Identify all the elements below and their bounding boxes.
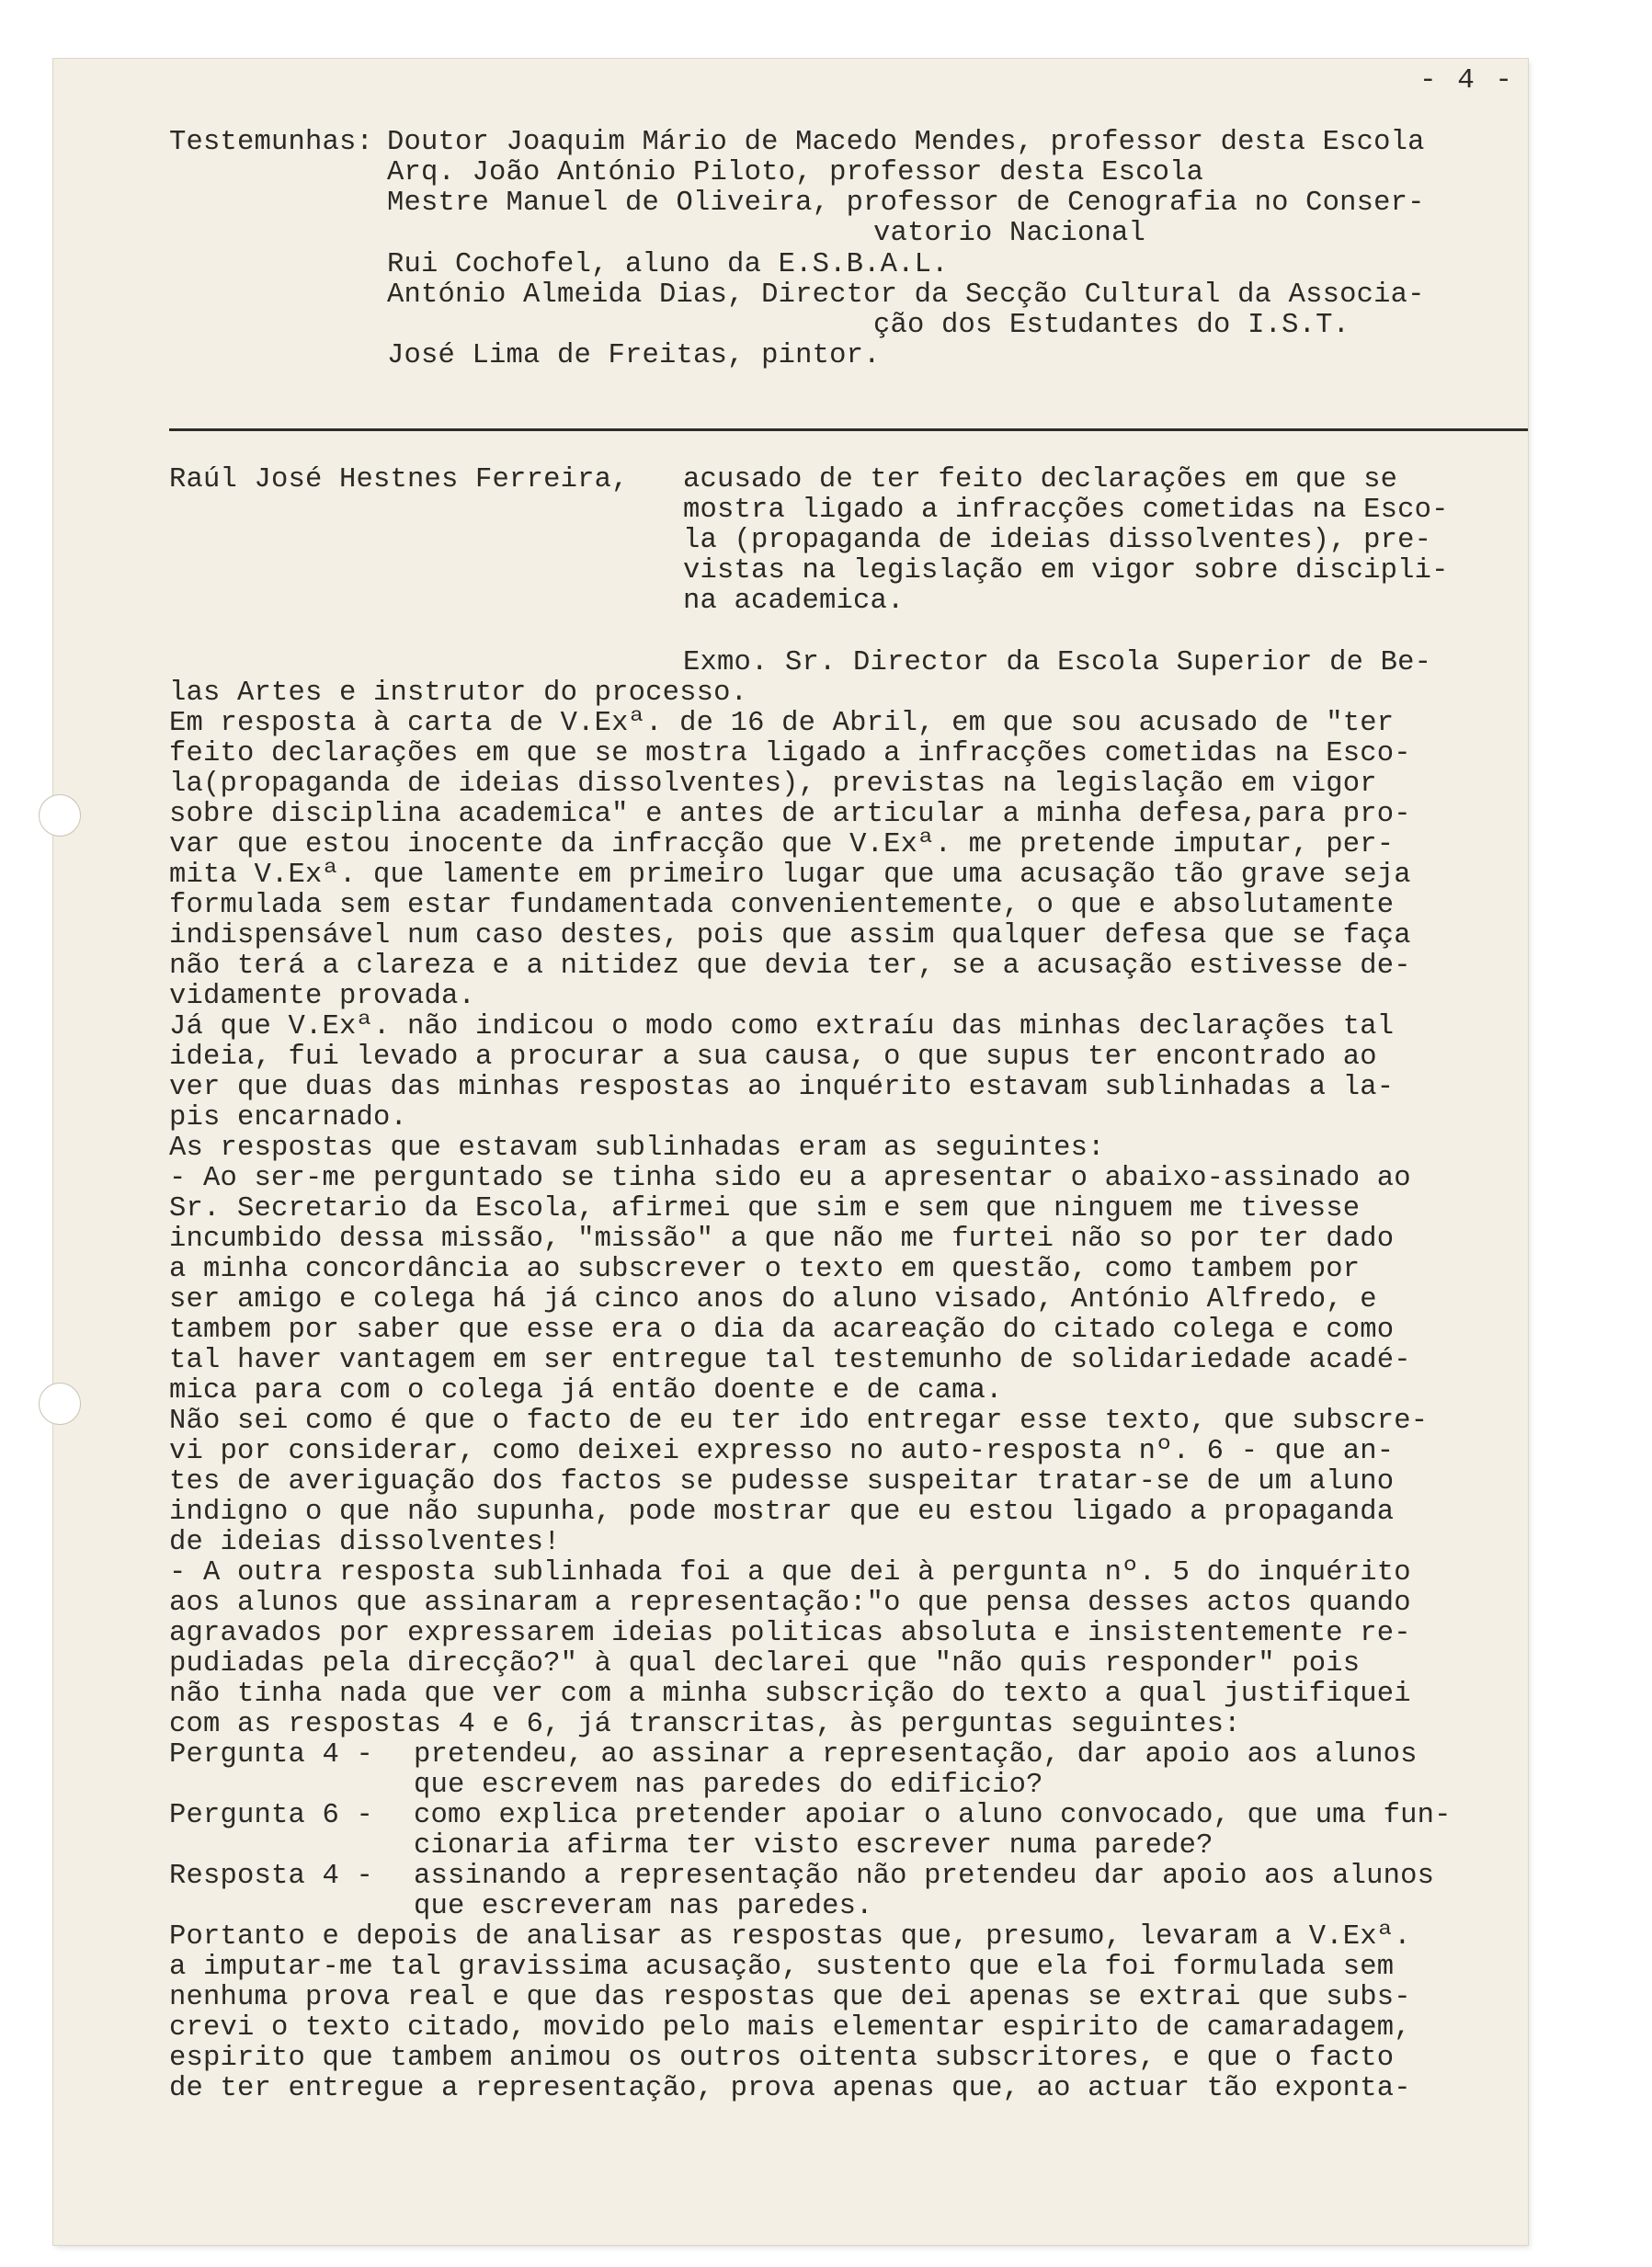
witness-line: José Lima de Freitas, pintor.	[387, 340, 881, 371]
body-line: vi por considerar, como deixei expresso no auto-resposta nº. 6 - que an-	[169, 1436, 1395, 1467]
body-line: mita V.Exª. que lamente em primeiro lugar que uma acusação tão grave seja	[169, 860, 1411, 891]
closing-line: crevi o texto citado, movido pelo mais elementar espirito de camaradagem,	[169, 2012, 1411, 2044]
horizontal-divider	[169, 428, 1528, 431]
body-line: aos alunos que assinaram a representação:"o que pensa desses actos quando	[169, 1588, 1411, 1619]
closing-line: nenhuma prova real e que das respostas que dei apenas se extrai que subs-	[169, 1982, 1411, 2013]
qa-line: cionaria afirma ter visto escrever numa parede?	[414, 1830, 1213, 1862]
witness-line: Doutor Joaquim Mário de Macedo Mendes, professor desta Escola	[387, 127, 1425, 158]
body-line: agravados por expressarem ideias politicas absoluta e insistentemente re-	[169, 1618, 1411, 1649]
accusation-line: acusado de ter feito declarações em que se	[683, 464, 1398, 496]
witness-line: António Almeida Dias, Director da Secção Cultural da Associa-	[387, 279, 1425, 311]
accusation-line: na academica.	[683, 586, 905, 617]
punch-hole-bottom	[39, 1383, 81, 1425]
body-line: Sr. Secretario da Escola, afirmei que sim e sem que ninguem me tivesse	[169, 1193, 1361, 1225]
body-line: indigno o que não supunha, pode mostrar que eu estou ligado a propaganda	[169, 1497, 1395, 1528]
accusation-line: mostra ligado a infracções cometidas na Esco-	[683, 495, 1449, 526]
body-line: - A outra resposta sublinhada foi a que dei à pergunta nº. 5 do inquérito	[169, 1557, 1411, 1589]
body-line: la(propaganda de ideias dissolventes), previstas na legislação em vigor	[169, 769, 1377, 800]
witness-line: Arq. João António Piloto, professor desta Escola	[387, 157, 1204, 188]
accusation-line: la (propaganda de ideias dissolventes), pre-	[683, 525, 1432, 556]
body-line: ser amigo e colega há já cinco anos do aluno visado, António Alfredo, e	[169, 1284, 1377, 1316]
page-number: - 4 -	[1419, 64, 1515, 97]
body-line: não tinha nada que ver com a minha subscrição do texto a qual justifiquei	[169, 1679, 1411, 1710]
body-line: pis encarnado.	[169, 1102, 408, 1134]
body-line: indispensável num caso destes, pois que assim qualquer defesa que se faça	[169, 920, 1411, 951]
body-line: a minha concordância ao subscrever o texto em questão, como tambem por	[169, 1254, 1361, 1285]
body-line: não terá a clareza e a nitidez que devia ter, se a acusação estivesse de-	[169, 951, 1411, 982]
body-line: - Ao ser-me perguntado se tinha sido eu a apresentar o abaixo-assinado ao	[169, 1163, 1411, 1194]
body-line: ver que duas das minhas respostas ao inquérito estavam sublinhadas a la-	[169, 1072, 1395, 1103]
body-line: tes de averiguação dos factos se pudesse suspeitar tratar-se de um aluno	[169, 1466, 1395, 1498]
body-line: Não sei como é que o facto de eu ter ido entregar esse texto, que subscre-	[169, 1406, 1429, 1437]
closing-line: de ter entregue a representação, prova apenas que, ao actuar tão exponta-	[169, 2073, 1411, 2104]
body-line: formulada sem estar fundamentada convenientemente, o que e absolutamente	[169, 890, 1395, 921]
body-line: pudiadas pela direcção?" à qual declarei que "não quis responder" pois	[169, 1648, 1361, 1680]
accusation-line: vistas na legislação em vigor sobre discipli-	[683, 555, 1449, 587]
qa-label: Pergunta 6 -	[169, 1800, 391, 1831]
body-line: com as respostas 4 e 6, já transcritas, às perguntas seguintes:	[169, 1709, 1241, 1740]
body-line: Já que V.Exª. não indicou o modo como extraíu das minhas declarações tal	[169, 1011, 1395, 1042]
body-line: de ideias dissolventes!	[169, 1527, 561, 1558]
closing-line: Portanto e depois de analisar as respostas que, presumo, levaram a V.Exª.	[169, 1921, 1411, 1953]
qa-line: pretendeu, ao assinar a representação, dar apoio aos alunos	[414, 1739, 1418, 1771]
body-line: incumbido dessa missão, "missão" a que não me furtei não so por ter dado	[169, 1224, 1395, 1255]
witness-line: Rui Cochofel, aluno da E.S.B.A.L.	[387, 249, 949, 280]
closing-line: espirito que tambem animou os outros oitenta subscritores, e que o facto	[169, 2043, 1395, 2074]
body-line: var que estou inocente da infracção que V.Exª. me pretende imputar, per-	[169, 829, 1395, 860]
qa-line: que escrevem nas paredes do edificio?	[414, 1770, 1043, 1801]
document-page	[53, 59, 1528, 2245]
body-line: tal haver vantagem em ser entregue tal testemunho de solidariedade acadé-	[169, 1345, 1411, 1376]
witness-line: vatorio Nacional	[873, 218, 1146, 249]
body-line: feito declarações em que se mostra ligado a infracções cometidas na Esco-	[169, 738, 1411, 769]
accused-name: Raúl José Hestnes Ferreira,	[169, 464, 629, 496]
body-line: Em resposta à carta de V.Exª. de 16 de Abril, em que sou acusado de "ter	[169, 708, 1395, 739]
body-line: ideia, fui levado a procurar a sua causa, o que supus ter encontrado ao	[169, 1042, 1377, 1073]
witness-line: ção dos Estudantes do I.S.T.	[873, 310, 1350, 341]
qa-line: que escreveram nas paredes.	[414, 1891, 873, 1922]
qa-line: como explica pretender apoiar o aluno convocado, que uma fun-	[414, 1800, 1452, 1831]
body-line: As respostas que estavam sublinhadas eram as seguintes:	[169, 1133, 1105, 1164]
qa-line: assinando a representação não pretendeu dar apoio aos alunos	[414, 1861, 1435, 1892]
qa-label: Resposta 4 -	[169, 1861, 391, 1892]
body-line: sobre disciplina academica" e antes de articular a minha defesa,para pro-	[169, 799, 1411, 830]
qa-label: Pergunta 4 -	[169, 1739, 391, 1771]
witness-line: Mestre Manuel de Oliveira, professor de Cenografia no Conser-	[387, 188, 1425, 219]
body-line: las Artes e instrutor do processo.	[169, 678, 748, 709]
punch-hole-top	[39, 794, 81, 837]
body-line: tambem por saber que esse era o dia da acareação do citado colega e como	[169, 1315, 1395, 1346]
body-line: Exmo. Sr. Director da Escola Superior de Be-	[683, 647, 1432, 678]
body-line: mica para com o colega já então doente e de cama.	[169, 1375, 1003, 1407]
body-line: vidamente provada.	[169, 981, 476, 1012]
witnesses-label: Testemunhas:	[169, 127, 374, 158]
closing-line: a imputar-me tal gravissima acusação, sustento que ela foi formulada sem	[169, 1952, 1395, 1983]
